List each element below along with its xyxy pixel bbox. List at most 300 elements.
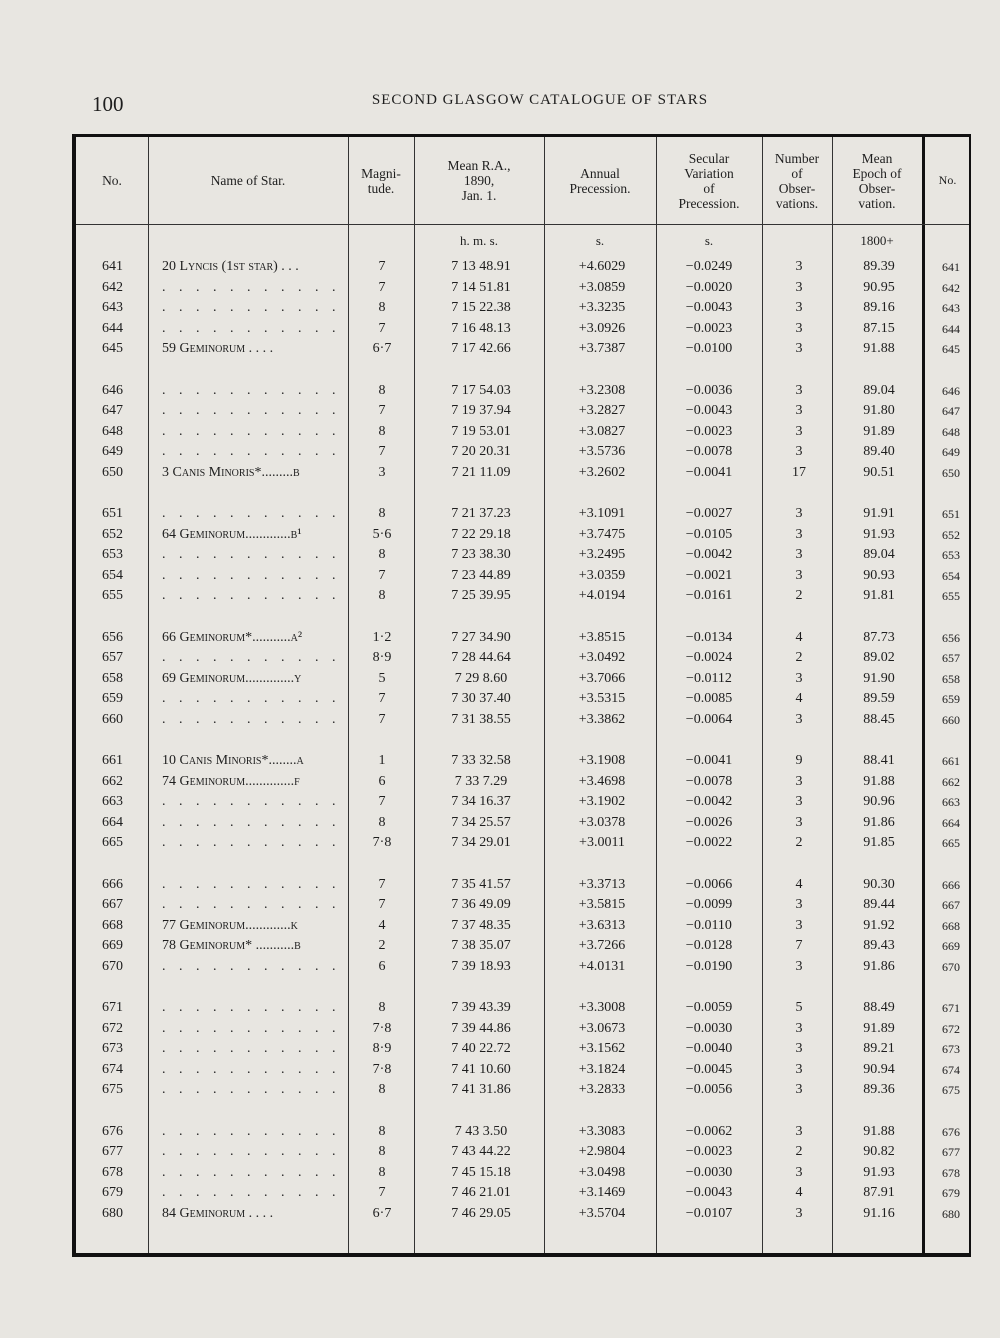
- magnitude: 7: [378, 403, 386, 418]
- observation-count: 3: [795, 917, 803, 933]
- secular-variation: −0.0021: [685, 567, 733, 583]
- table-row: [76, 772, 971, 792]
- annual-precession: +3.5704: [578, 1205, 626, 1221]
- mean-epoch: 89.21: [863, 1041, 895, 1056]
- mean-epoch: 91.88: [863, 341, 895, 356]
- mean-epoch: 90.82: [863, 1144, 895, 1159]
- table-row: [76, 710, 971, 730]
- magnitude: 8: [378, 588, 386, 603]
- mean-ra: 7 22 29.18: [451, 526, 511, 542]
- secular-variation: −0.0043: [685, 300, 733, 315]
- star-name: . . . . . . . . . . .: [162, 835, 341, 850]
- mean-ra: 7 27 34.90: [451, 629, 511, 645]
- star-name: 20 Lyncis (1st star) . . .: [162, 259, 299, 274]
- mean-ra: 7 31 38.55: [451, 711, 511, 727]
- annual-precession: +3.1902: [578, 794, 626, 809]
- table-row: [76, 628, 971, 648]
- annual-precession: +3.7266: [578, 938, 626, 953]
- annual-precession: +3.2602: [578, 464, 626, 480]
- star-number: 645: [102, 341, 123, 356]
- mean-epoch: 89.02: [863, 650, 895, 665]
- annual-precession: +3.1908: [578, 753, 626, 768]
- star-number-right: 664: [942, 815, 960, 830]
- secular-variation: −0.0107: [685, 1205, 733, 1221]
- observation-count: 2: [795, 588, 803, 603]
- star-name: . . . . . . . . . . .: [162, 547, 341, 562]
- magnitude: 8: [378, 1082, 386, 1097]
- magnitude: 7: [378, 691, 386, 706]
- table-row: [76, 1163, 971, 1183]
- table-row: [76, 586, 971, 606]
- star-number-right: 670: [942, 959, 960, 974]
- secular-variation: −0.0036: [685, 382, 733, 398]
- star-number: 665: [102, 835, 123, 850]
- observation-count: 4: [795, 629, 803, 645]
- star-number-right: 642: [942, 280, 960, 295]
- star-number: 655: [102, 588, 123, 603]
- star-number: 648: [102, 423, 123, 439]
- observation-count: 3: [795, 300, 803, 315]
- observation-count: 4: [795, 876, 803, 892]
- star-name: . . . . . . . . . . .: [162, 588, 341, 603]
- mean-epoch: 89.44: [863, 897, 895, 912]
- table-row: [76, 833, 971, 853]
- star-number-right: 667: [942, 898, 960, 912]
- annual-precession: +3.0859: [578, 279, 626, 295]
- secular-variation: −0.0112: [686, 670, 732, 686]
- star-name: . . . . . . . . . . .: [162, 279, 341, 295]
- running-title: SECOND GLASGOW CATALOGUE OF STARS: [371, 92, 709, 108]
- magnitude: 6: [378, 958, 386, 974]
- star-number-right: 652: [942, 527, 960, 542]
- mean-epoch: 91.89: [863, 1020, 895, 1036]
- star-number: 656: [102, 629, 123, 645]
- column-header-name: Name of Star.: [210, 173, 286, 188]
- observation-count: 3: [795, 506, 803, 521]
- star-number: 654: [102, 567, 123, 583]
- mean-ra: 7 28 44.64: [451, 650, 511, 665]
- mean-ra: 7 46 21.01: [451, 1185, 511, 1200]
- magnitude: 8: [378, 506, 386, 521]
- table-row: [76, 442, 971, 462]
- mean-ra: 7 34 29.01: [451, 835, 511, 850]
- observation-count: 3: [795, 1061, 803, 1077]
- mean-epoch: 89.40: [863, 444, 895, 459]
- star-name: . . . . . . . . . . .: [162, 1020, 341, 1036]
- annual-precession: +3.0926: [578, 320, 626, 336]
- observation-count: 2: [795, 1144, 803, 1159]
- star-number-right: 668: [942, 918, 960, 933]
- star-number-right: 672: [942, 1021, 960, 1036]
- star-name: 59 Geminorum . . . .: [162, 341, 274, 356]
- star-number: 662: [102, 773, 123, 789]
- column-header-observations: Number of Obser- vations.: [774, 150, 820, 211]
- table-row: [76, 936, 971, 956]
- star-name: 3 Canis Minoris*.........β: [162, 464, 300, 480]
- mean-ra: 7 40 22.72: [451, 1041, 511, 1056]
- magnitude: 8: [378, 547, 386, 562]
- star-name: . . . . . . . . . . .: [162, 1164, 341, 1180]
- star-name: 84 Geminorum . . . .: [162, 1205, 274, 1221]
- annual-precession: +3.1824: [578, 1061, 626, 1077]
- mean-ra: 7 17 42.66: [451, 341, 511, 356]
- table-row: [76, 463, 971, 483]
- star-name: . . . . . . . . . . .: [162, 814, 341, 830]
- star-number: 657: [102, 650, 123, 665]
- star-number: 647: [102, 403, 123, 418]
- star-number: 661: [102, 753, 123, 768]
- table-row: [76, 504, 971, 524]
- star-number-right: 659: [942, 692, 960, 706]
- star-number-right: 648: [942, 424, 960, 439]
- secular-variation: −0.0105: [685, 526, 733, 542]
- secular-variation: −0.0023: [685, 1144, 733, 1159]
- secular-variation: −0.0249: [685, 259, 733, 274]
- mean-ra: 7 21 37.23: [451, 506, 511, 521]
- star-name: . . . . . . . . . . .: [162, 650, 341, 665]
- annual-precession: +3.7066: [578, 670, 626, 686]
- mean-epoch: 91.93: [863, 526, 895, 542]
- observation-count: 3: [795, 403, 803, 418]
- column-header-no: No.: [102, 173, 122, 188]
- annual-precession: +3.2495: [578, 547, 626, 562]
- magnitude: 8·9: [372, 650, 392, 665]
- star-number-right: 671: [942, 1001, 960, 1015]
- mean-ra: 7 23 44.89: [451, 567, 511, 583]
- table-row: [76, 525, 971, 545]
- secular-variation: −0.0024: [685, 650, 733, 665]
- observation-count: 3: [795, 1205, 803, 1221]
- mean-epoch: 91.93: [863, 1164, 895, 1180]
- magnitude: 7: [378, 320, 386, 336]
- star-number: 660: [102, 711, 123, 727]
- secular-variation: −0.0040: [685, 1041, 733, 1056]
- star-number: 675: [102, 1082, 123, 1097]
- star-number: 651: [102, 506, 123, 521]
- star-number-right: 675: [942, 1083, 960, 1097]
- mean-ra: 7 38 35.07: [451, 938, 511, 953]
- star-number-right: 646: [942, 383, 960, 398]
- star-number-right: 679: [942, 1186, 960, 1200]
- star-name: . . . . . . . . . . .: [162, 320, 341, 336]
- magnitude: 1: [378, 753, 386, 768]
- table-row: [76, 916, 971, 936]
- annual-precession: +2.9804: [578, 1144, 626, 1159]
- table-row: [76, 875, 971, 895]
- mean-ra: 7 41 10.60: [451, 1061, 511, 1077]
- star-number: 676: [102, 1123, 123, 1139]
- star-name: 10 Canis Minoris*........α: [162, 753, 304, 768]
- table-row: [76, 545, 971, 565]
- magnitude: 8·9: [372, 1041, 392, 1056]
- mean-epoch: 87.15: [863, 320, 895, 336]
- mean-ra: 7 20 20.31: [451, 444, 511, 459]
- table-row: [76, 895, 971, 915]
- star-name: . . . . . . . . . . .: [162, 691, 341, 706]
- magnitude: 8: [378, 1123, 386, 1139]
- observation-count: 3: [795, 711, 803, 727]
- magnitude: 7·8: [372, 1020, 392, 1036]
- secular-variation: −0.0043: [685, 1185, 733, 1200]
- table-row: [76, 1060, 971, 1080]
- magnitude: 7: [378, 444, 386, 459]
- observation-count: 3: [795, 773, 803, 789]
- secular-variation: −0.0161: [685, 588, 733, 603]
- star-number-right: 641: [942, 260, 960, 274]
- annual-precession: +3.8515: [578, 629, 626, 645]
- observation-count: 3: [795, 1123, 803, 1139]
- magnitude: 8: [378, 1164, 386, 1180]
- table-row: [76, 257, 971, 277]
- annual-precession: +3.2833: [578, 1082, 626, 1097]
- star-number: 658: [102, 670, 123, 686]
- secular-variation: −0.0042: [685, 794, 733, 809]
- star-name: . . . . . . . . . . .: [162, 1082, 341, 1097]
- page-number: 100: [92, 92, 124, 116]
- annual-precession: +3.2308: [578, 382, 626, 398]
- header-rule: [76, 224, 969, 225]
- star-name: 69 Geminorum..............υ: [162, 670, 302, 686]
- star-name: 78 Geminorum* ...........β: [162, 938, 301, 953]
- star-number: 642: [102, 279, 123, 295]
- mean-ra: 7 33 32.58: [451, 753, 511, 768]
- magnitude: 7: [378, 567, 386, 583]
- annual-precession: +3.1091: [578, 506, 626, 521]
- column-header-annual-precession: Annual Precession.: [569, 165, 631, 196]
- star-number: 678: [102, 1164, 123, 1180]
- column-header-mean-ra: Mean R.A., 1890, Jan. 1.: [447, 158, 511, 203]
- star-name: . . . . . . . . . . .: [162, 1123, 341, 1139]
- unit-precession: s.: [595, 233, 605, 248]
- mean-epoch: 89.04: [863, 547, 895, 562]
- annual-precession: +3.5315: [578, 691, 626, 706]
- column-header-mean-epoch: Mean Epoch of Obser- vation.: [852, 150, 902, 211]
- secular-variation: −0.0110: [686, 917, 732, 933]
- star-number-right: 645: [942, 342, 960, 356]
- mean-ra: 7 34 16.37: [451, 794, 511, 809]
- secular-variation: −0.0128: [685, 938, 733, 953]
- observation-count: 3: [795, 279, 803, 295]
- page-header: [0, 0, 1000, 130]
- magnitude: 7·8: [372, 1061, 392, 1077]
- magnitude: 8: [378, 423, 386, 439]
- star-number: 650: [102, 464, 123, 480]
- table-row: [76, 957, 971, 977]
- star-number-right: 649: [942, 445, 960, 459]
- magnitude: 5·6: [372, 526, 392, 542]
- mean-ra: 7 43 44.22: [451, 1144, 511, 1159]
- magnitude: 7: [378, 259, 386, 274]
- annual-precession: +3.5736: [578, 444, 626, 459]
- observation-count: 3: [795, 382, 803, 398]
- secular-variation: −0.0056: [685, 1082, 733, 1097]
- star-name: . . . . . . . . . . .: [162, 1061, 341, 1077]
- magnitude: 5: [378, 670, 386, 686]
- secular-variation: −0.0085: [685, 691, 733, 706]
- star-name: 66 Geminorum*...........α²: [162, 629, 303, 645]
- observation-count: 3: [795, 794, 803, 809]
- mean-epoch: 91.88: [863, 773, 895, 789]
- star-name: . . . . . . . . . . .: [162, 897, 341, 912]
- annual-precession: +3.6313: [578, 917, 626, 933]
- mean-ra: 7 15 22.38: [451, 300, 511, 315]
- observation-count: 3: [795, 1164, 803, 1180]
- table-row: [76, 1122, 971, 1142]
- annual-precession: +3.0492: [578, 650, 626, 665]
- table-row: [76, 339, 971, 359]
- table-row: [76, 751, 971, 771]
- annual-precession: +3.3235: [578, 300, 626, 315]
- mean-ra: 7 19 53.01: [451, 423, 511, 439]
- secular-variation: −0.0062: [685, 1123, 733, 1139]
- star-number-right: 663: [942, 795, 960, 809]
- star-number: 641: [102, 259, 123, 274]
- mean-epoch: 89.16: [863, 300, 895, 315]
- mean-epoch: 91.90: [863, 670, 895, 686]
- mean-ra: 7 23 38.30: [451, 547, 511, 562]
- star-number: 672: [102, 1020, 123, 1036]
- observation-count: 3: [795, 320, 803, 336]
- mean-epoch: 91.91: [863, 506, 895, 521]
- star-name: 64 Geminorum.............b¹: [162, 526, 302, 542]
- mean-epoch: 90.30: [863, 876, 895, 892]
- secular-variation: −0.0042: [685, 547, 733, 562]
- star-number: 680: [102, 1205, 123, 1221]
- magnitude: 7: [378, 279, 386, 295]
- mean-epoch: 90.94: [863, 1061, 895, 1077]
- observation-count: 9: [795, 753, 803, 768]
- secular-variation: −0.0064: [685, 711, 733, 727]
- mean-epoch: 89.59: [863, 691, 895, 706]
- observation-count: 3: [795, 547, 803, 562]
- star-number-right: 676: [942, 1124, 960, 1139]
- star-number: 674: [102, 1061, 123, 1077]
- magnitude: 6: [378, 773, 386, 789]
- table-row: [76, 1183, 971, 1203]
- star-name: . . . . . . . . . . .: [162, 711, 341, 727]
- observation-count: 3: [795, 341, 803, 356]
- star-number: 673: [102, 1041, 123, 1056]
- star-number-right: 657: [942, 651, 960, 665]
- annual-precession: +3.7475: [578, 526, 626, 542]
- table-row: [76, 298, 971, 318]
- mean-ra: 7 30 37.40: [451, 691, 511, 706]
- magnitude: 2: [378, 938, 386, 953]
- annual-precession: +3.5815: [578, 897, 626, 912]
- mean-ra: 7 45 15.18: [451, 1164, 511, 1180]
- mean-ra: 7 35 41.57: [451, 876, 511, 892]
- secular-variation: −0.0030: [685, 1164, 733, 1180]
- table-row: [76, 813, 971, 833]
- annual-precession: +3.3083: [578, 1123, 626, 1139]
- star-number: 653: [102, 547, 123, 562]
- mean-epoch: 88.49: [863, 1000, 895, 1015]
- star-number: 677: [102, 1144, 123, 1159]
- mean-epoch: 91.86: [863, 958, 895, 974]
- observation-count: 4: [795, 691, 803, 706]
- secular-variation: −0.0043: [685, 403, 733, 418]
- table-row: [76, 566, 971, 586]
- annual-precession: +3.0011: [579, 835, 625, 850]
- star-number-right: 677: [942, 1145, 960, 1159]
- star-name: . . . . . . . . . . .: [162, 403, 341, 418]
- mean-ra: 7 33 7.29: [454, 773, 508, 789]
- mean-ra: 7 39 43.39: [451, 1000, 511, 1015]
- table-row: [76, 381, 971, 401]
- annual-precession: +3.3862: [578, 711, 626, 727]
- observation-count: 3: [795, 259, 803, 274]
- star-name: . . . . . . . . . . .: [162, 567, 341, 583]
- unit-secular: s.: [704, 233, 714, 248]
- star-number-right: 658: [942, 671, 960, 686]
- mean-epoch: 91.81: [863, 588, 895, 603]
- observation-count: 5: [795, 1000, 803, 1015]
- star-name: . . . . . . . . . . .: [162, 876, 341, 892]
- annual-precession: +3.1469: [578, 1185, 626, 1200]
- table-row: [76, 669, 971, 689]
- star-number: 668: [102, 917, 123, 933]
- column-header-secular-variation: Secular Variation of Precession.: [678, 150, 740, 211]
- observation-count: 3: [795, 423, 803, 439]
- secular-variation: −0.0023: [685, 423, 733, 439]
- star-number-right: 643: [942, 301, 960, 315]
- star-name: . . . . . . . . . . .: [162, 300, 341, 315]
- column-header-no-right: No.: [938, 173, 957, 187]
- annual-precession: +3.2827: [578, 403, 626, 418]
- magnitude: 7·8: [372, 835, 392, 850]
- mean-epoch: 90.93: [863, 567, 895, 583]
- mean-epoch: 90.51: [863, 464, 895, 480]
- mean-ra: 7 21 11.09: [451, 464, 511, 480]
- magnitude: 8: [378, 1000, 386, 1015]
- mean-epoch: 87.73: [863, 629, 895, 645]
- annual-precession: +4.0194: [578, 588, 626, 603]
- mean-epoch: 91.16: [863, 1205, 895, 1221]
- table-row: [76, 1039, 971, 1059]
- observation-count: 3: [795, 897, 803, 912]
- star-name: . . . . . . . . . . .: [162, 382, 341, 398]
- mean-ra: 7 19 37.94: [451, 403, 511, 418]
- star-number: 659: [102, 691, 123, 706]
- table-row: [76, 422, 971, 442]
- annual-precession: +3.3008: [578, 1000, 626, 1015]
- mean-epoch: 87.91: [863, 1185, 895, 1200]
- secular-variation: −0.0190: [685, 958, 733, 974]
- mean-ra: 7 16 48.13: [451, 320, 511, 336]
- mean-epoch: 91.92: [863, 917, 895, 933]
- secular-variation: −0.0023: [685, 320, 733, 336]
- annual-precession: +3.4698: [578, 773, 626, 789]
- star-number-right: 655: [942, 589, 960, 603]
- mean-epoch: 89.39: [863, 259, 895, 274]
- table-row: [76, 998, 971, 1018]
- star-number-right: 661: [942, 754, 960, 768]
- observation-count: 4: [795, 1185, 803, 1200]
- secular-variation: −0.0059: [685, 1000, 733, 1015]
- mean-epoch: 91.85: [863, 835, 895, 850]
- observation-count: 2: [795, 835, 803, 850]
- mean-ra: 7 46 29.05: [451, 1205, 511, 1221]
- unit-ra: h. m. s.: [460, 233, 498, 248]
- table-row: [76, 689, 971, 709]
- magnitude: 8: [378, 1144, 386, 1159]
- observation-count: 3: [795, 567, 803, 583]
- star-number-right: 660: [942, 712, 960, 727]
- star-name: . . . . . . . . . . .: [162, 1185, 341, 1200]
- mean-ra: 7 36 49.09: [451, 897, 511, 912]
- mean-ra: 7 13 48.91: [451, 259, 511, 274]
- annual-precession: +3.0359: [578, 567, 626, 583]
